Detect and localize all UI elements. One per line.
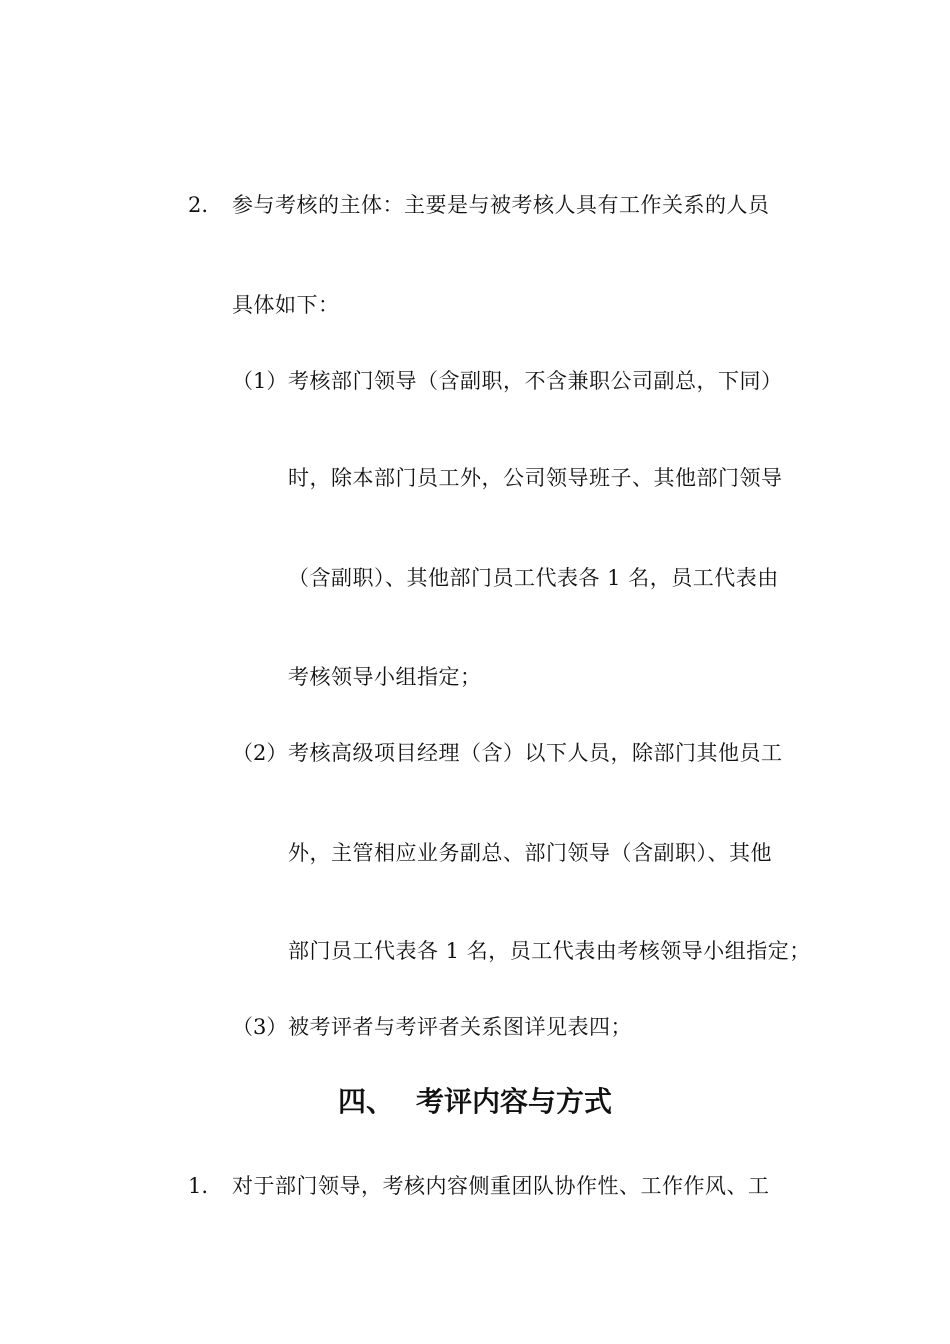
list-number-1: 1. <box>188 1174 209 1198</box>
sub-item-line: 被考评者与考评者关系图详见表四； <box>288 1015 632 1039</box>
paragraph-line: 对于部门领导，考核内容侧重团队协作性、工作作风、工 <box>232 1174 770 1198</box>
section-heading-title: 考评内容与方式 <box>416 1085 613 1118</box>
section-heading-number: 四、 <box>337 1085 394 1118</box>
sub-item-line: （含副职）、其他部门员工代表各 1 名，员工代表由 <box>288 566 779 590</box>
paragraph-line: 具体如下： <box>232 293 340 317</box>
sub-item-line: 考核部门领导（含副职，不含兼职公司副总，下同） <box>288 369 783 393</box>
sub-item-marker-1: （1） <box>232 369 288 393</box>
section-heading <box>0 1084 950 1120</box>
sub-item-line: 时，除本部门员工外，公司领导班子、其他部门领导 <box>288 466 783 490</box>
paragraph-line: 参与考核的主体：主要是与被考核人具有工作关系的人员 <box>232 193 770 217</box>
sub-item-line: 部门员工代表各 1 名，员工代表由考核领导小组指定； <box>288 939 811 963</box>
sub-item-marker-3: （3） <box>232 1015 288 1039</box>
sub-item-marker-2: （2） <box>232 741 288 765</box>
list-number-2: 2. <box>188 193 209 217</box>
sub-item-line: 考核高级项目经理（含）以下人员，除部门其他员工 <box>288 741 783 765</box>
sub-item-line: 外，主管相应业务副总、部门领导（含副职）、其他 <box>288 841 772 865</box>
sub-item-line: 考核领导小组指定； <box>288 665 482 689</box>
